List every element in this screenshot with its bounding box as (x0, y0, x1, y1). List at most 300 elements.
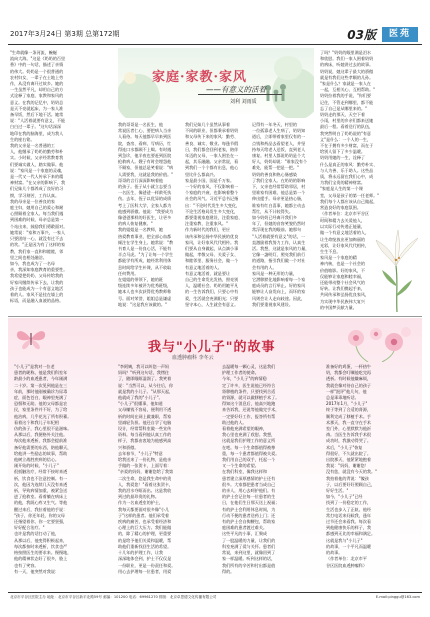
text-line: 室门外，心里默默为他祈 (326, 426, 372, 432)
text-line: 持每天给老人送饭，直到老人 (252, 146, 306, 152)
text-line: 做起，孝敬父母、关爱子女、 (185, 252, 239, 258)
text-line: 标语，而是融入血液的品格。 (10, 298, 64, 304)
pink-flowers-image (342, 324, 414, 362)
text-line: 时间和精力去关爱他人， (320, 218, 366, 223)
text-line: 帮忙，从不计较得失。 (252, 208, 293, 214)
text-line: 很多。大家都把患者当成自己 (222, 481, 276, 487)
text-line: 这些平凡的小事，汇聚成 (222, 531, 268, 537)
text-line: 风则会让人走向歧途。因此， (252, 295, 306, 301)
text-line: 说："家风是一个家庭的灵魂， (10, 167, 66, 173)
text-line: 如今，"小儿子"已经 (326, 494, 363, 500)
text-line: 说："人活着就要有意义，不能 (10, 118, 66, 124)
text-line: 常打电话来问候我，逢年 (326, 512, 372, 518)
text-line: 析，饮食也不注意控制。有一 (14, 475, 68, 481)
text-line: 兴和骄傲。 (118, 444, 139, 450)
text-line: 护理工作者的使命。 (222, 370, 259, 376)
text-line: 一定要好好工作，报答所有帮 (222, 413, 276, 419)
text-line: 们兄妹几个都养成了良好的习 (10, 186, 64, 192)
text-line: 的故事。 (326, 550, 343, 556)
text-line: 不论生活格局发生多大变化， (185, 208, 239, 214)
page-header (8, 26, 422, 45)
text-line: 白白过一辈子。"这句话深深 (10, 124, 62, 130)
text-line: 民，家里条件并不好，为了给 (14, 407, 68, 413)
text-line: 终于等到了合适的肾源， (326, 407, 372, 413)
text-line: 忘了自己是从哪里来的。" (320, 105, 367, 111)
text-line: 庭主妇，她用自己的爱心和耐 (10, 205, 64, 211)
issue-date-line: 2017年3月24日 第3期 总第172期 (10, 30, 120, 38)
text-line: 术后，"小儿子"恢复 (326, 444, 363, 450)
text-line: 最后一程。看着送行的队伍， (320, 124, 374, 130)
text-line: 价值缩影。好的家风，不 (320, 267, 366, 273)
text-line: 也许是我的话打动了他， (14, 531, 60, 537)
top-article-author: 刘利 刘雨质 (230, 99, 257, 105)
text-line: 倾注在学生身上。她常说："教 (118, 239, 174, 245)
text-line: 社会的风气。习近平总书记指 (185, 196, 239, 202)
text-line: 的故事，一个平凡而温暖 (326, 543, 372, 549)
text-line: 的伟大。奶奶是一个很普通的 (10, 68, 64, 74)
text-line: 家是最小国，国是千万家。 (185, 177, 235, 183)
text-line: 仅能够让家庭和睦幸福， (320, 273, 366, 279)
text-line: 到我们一个个都有出息，他心 (185, 165, 239, 171)
text-line: 注重家教、注重家风。" (185, 221, 228, 227)
text-line: 成功时，我激动得哭了。 (326, 438, 372, 444)
text-line: 他树立战胜疾病的信心。 (14, 457, 60, 463)
text-line: 看着这个和我儿子年纪相 (14, 419, 60, 425)
bottom-article-title: 我与"小儿子"的故事 (148, 340, 276, 355)
text-line: 庭成员的言行举止。好的家风 (252, 283, 306, 289)
text-line: 日，在他们生日那天送上祝福； (222, 500, 280, 506)
top-article-col-mid-3 (252, 122, 313, 312)
text-line: 我的泪水夺眶而出。这是我收 (118, 488, 172, 494)
text-line: 去年春节，"小儿子"特意 (118, 450, 163, 456)
text-line: 的亲人，用心去呵护他们。有 (222, 488, 276, 494)
text-line: 的护士会记住每一位患者的生 (222, 494, 276, 500)
text-line: 生生不息。 (320, 249, 341, 255)
text-line: 人，我爱您！"看着这张贺卡， (118, 481, 174, 487)
text-line: 二十岁。第一次见到他是在三 (14, 382, 68, 388)
text-line: 我说："妈妈，谢谢您！ (326, 463, 369, 469)
text-line: 就是有我们这些孝顺的儿孙。 (320, 74, 374, 80)
text-line: 次，他因为连续几天没有来透 (14, 481, 68, 487)
text-line: 为我们宝贵的精神财富。 (320, 180, 366, 186)
text-line: 道后，立即带着家里仅有的一 (252, 134, 306, 140)
text-line: 一样"批评"他几句，他 (326, 388, 367, 394)
page-number: 03版 (347, 28, 376, 42)
text-line: 人，温暖社会。奶奶用她平凡 (185, 283, 239, 289)
text-line: 不同的职业，但都秉承着奶奶 (185, 128, 239, 134)
text-line: 好家风继续传承下去，让我的 (10, 279, 64, 285)
text-line: 常浮现在我的眼前。她那句 (252, 227, 302, 233)
text-line: 好好生活。" (326, 488, 349, 494)
section-badge: 医苑 (382, 27, 418, 42)
text-line: 又一个生命的希望。 (222, 463, 259, 469)
text-line: 我的哥哥是一名医生，他 (118, 122, 164, 127)
text-line: 是天不亮就起床，为一家人准 (10, 105, 64, 111)
text-line: 她本人也多次获得优秀教师称 (118, 289, 172, 295)
text-line: 以实际行动传递正能量， (320, 224, 366, 230)
text-line: 我的父亲是一名普通的工 (10, 143, 56, 149)
text-line: "家是什么？家就是一家人在 (320, 81, 372, 87)
text-line: 从那以后，他变得积极起来， (14, 537, 68, 543)
text-line: 的坎。"正是因为有了这样的家 (10, 242, 66, 248)
text-line: 出院那天，他紧紧地抱着 (326, 457, 372, 463)
text-line: 堂，父母是孩子的第一任老师。" (320, 192, 380, 198)
text-line: 家风是一个家庭的精 (320, 255, 357, 261)
text-line: 透析。有时候他嫌麻烦， (326, 376, 372, 382)
text-line: 在吧。每一个生命都值得被尊 (222, 444, 276, 450)
text-line: 和父母传下来的家风：勤劳、 (185, 134, 239, 140)
text-line: 定了许多，医生说他已经符合 (222, 382, 276, 388)
text-line: 里减轻负担。他还自学了电脑 (118, 419, 172, 425)
text-line: 了，随即眼眶湿润了。我笑着 (118, 376, 172, 382)
text-line: 到他健康快乐的样子，我 (326, 525, 372, 531)
text-line: 和欣慰。我们一家人围着奶奶 (320, 56, 374, 62)
text-line: 年前，那时他刚被确诊为尿毒 (14, 388, 68, 394)
text-line: 手做的一张贺卡，上面写着： (118, 463, 172, 469)
text-line: 有的护士会利用休息时间，为 (222, 506, 276, 512)
text-line: 我心里也充满了欣慰。我想， (222, 432, 276, 438)
text-line: 神财富。"在父亲的影响下，我 (10, 180, 66, 186)
text-line: 子"这样的患者。他们承受着 (118, 512, 170, 518)
text-line: 不在于拥有多少财富，而在于 (320, 143, 374, 149)
text-line: 流向大海。"这是《奶奶的百里 (10, 56, 66, 62)
text-line: 奶奶说，她这辈子最大的骄傲 (320, 68, 374, 74)
footer-info: 北京市平谷区医院主办 地址：北京市平谷区新平北路59号 邮编：101200 电话：69961270 排版：北京卓思德文化传播有限公司 (10, 595, 217, 599)
text-line: 患者建立深厚感情的护士还有 (222, 475, 276, 481)
text-line: 给他讲一些励志的故事，帮助 (14, 450, 68, 456)
text-line: 有的护士会自掏腰包，帮助家 (222, 519, 276, 525)
text-line: 义"是什么：一个人的一生， (320, 136, 372, 142)
top-article-col-right (320, 50, 420, 218)
text-line: 作，从没有离开过故乡。她的 (10, 81, 64, 87)
top-article-col-right-bottom (320, 218, 376, 312)
text-line: 患者的昵称，他是我们科室年 (14, 370, 68, 376)
text-line: 们要从自身做起，从点滴小事 (185, 246, 239, 252)
text-line: 一份职业，更是一份责任和爱。 (118, 562, 176, 568)
text-line: 一名医生，像爸爸一样救死扶 (118, 190, 172, 196)
text-line: 神内核，也是一个社会的 (320, 261, 366, 267)
text-line: "李阿姨，我可以叫您一声妈 (118, 364, 170, 369)
text-line: 式诠释了家庭、家教和家风的 (10, 93, 64, 99)
text-line: 析，导致病情加重，被紧急送 (14, 488, 68, 494)
text-line: 我们要重视家风建设。 (252, 301, 293, 307)
text-line: 惯，学习刻苦，工作认真。 (10, 192, 60, 198)
text-line: 一生虽然平凡，却用自己的方 (10, 87, 64, 93)
text-line: 实。小时候，父亲经常教育我 (10, 155, 64, 161)
text-line: 像爸爸那样的好医生，让更多 (118, 215, 172, 221)
text-line: 祷。当医生告诉我手术很 (326, 432, 372, 438)
text-line: 在姐姐的带领下，她的班 (118, 277, 164, 283)
text-line: 在我们科室，像我这样和 (222, 469, 268, 475)
text-line: 得连口水都顾不上喝。有时遇 (118, 146, 172, 152)
text-line: 我的母亲是一位善良的家 (10, 198, 56, 204)
text-line: 半点马虎。"为了让每一个学生 (118, 252, 174, 258)
text-line: 里比什么都高兴。 (185, 171, 218, 177)
top-article-subtitle: ——有意义的活着 (206, 85, 266, 94)
text-line: 资料。每当看到他认真工作的 (118, 432, 172, 438)
text-line: 了我们全家人。在奶奶的影响 (252, 177, 306, 183)
text-line: 了一股温暖的力量，让我们的 (222, 537, 276, 543)
text-line: 香》中的一句话，描述了亲情 (10, 62, 64, 68)
text-line: 刚开始的时候，"小儿子" (14, 463, 59, 469)
text-line: 共同传承和弘扬优良家风， (320, 292, 370, 298)
text-line: 都感到无比的幸福和满足。 (326, 531, 376, 537)
text-line: 书育人是一份良心活，不能有 (118, 246, 172, 252)
text-line: 我突然明白了奶奶说的"有意 (320, 130, 372, 136)
text-line: 不顾家，但他总是笑着说："病 (118, 165, 174, 171)
text-line: 心理上的巨大压力。我们能做 (118, 525, 172, 531)
top-article-col-left (10, 50, 114, 312)
text-line: 的，除了精心的护理，更重要 (118, 531, 172, 537)
text-line: 人看待。每天他都早早来到医 (118, 134, 172, 140)
text-line: 设计，经常帮科室做一些宣传 (118, 426, 172, 432)
text-line: 醒过来后，我拉着他的手说： (14, 506, 68, 512)
text-line: 一位孤寡老人生病了，奶奶知 (252, 128, 306, 134)
text-line: 助他们重新找回生活的希望。 (118, 543, 172, 549)
text-line: 年了，但她的音容笑貌仍然时 (252, 221, 306, 227)
text-line: 过节还会来看我。每次看 (326, 519, 372, 525)
text-line: 症，面色苍白，眼神里充满了 (14, 395, 68, 401)
text-line: "小儿子"很懂事，他知道 (118, 401, 163, 407)
text-line: 作为新时代的我们，更应 (185, 227, 231, 233)
text-line: 我们每个人都应该从自己做起， (320, 198, 378, 204)
lily-flower-image (372, 226, 422, 312)
text-line: 这就是我们护理工作的意义所 (222, 438, 276, 444)
text-line: 龄最小的血透患者，今年刚满 (14, 376, 68, 382)
text-line: "孩子，你还年轻，你的父母 (14, 512, 66, 518)
text-line: 日，我们都会回到老家，陪伴 (185, 146, 239, 152)
text-line: 到困难的时候，母亲总是第一 (10, 217, 64, 223)
text-line: 活。我想，这就是家风的力量， (252, 246, 310, 252)
text-line: 深深地体会到，护士不仅仅是 (118, 556, 172, 562)
text-line: 人，他继承了奶奶的勤劳和朴 (10, 149, 64, 155)
text-line: 记住，不管走到哪里，都不能 (320, 99, 374, 105)
text-line: 还能带动整个社会风气的 (320, 280, 366, 286)
text-line: 生的座右铭。 (10, 136, 35, 142)
text-line: 奶奶用她的一生，诠释了 (320, 155, 366, 161)
text-line: 下，父亲也经常帮助邻居，村 (252, 184, 306, 190)
text-line: 都要重视家庭建设，注重家庭、 (185, 215, 243, 221)
butterfly-icon (14, 327, 48, 351)
text-line: 自己的生命发光发热，照亮别 (185, 277, 239, 283)
text-line: （作者单位：北京市平 (326, 556, 367, 562)
text-line: 好转。让我们携起手来， (320, 286, 366, 292)
text-line: 们要诚实做人，踏实做事。他 (10, 161, 64, 167)
text-line: 用心去护理每一位患者，用爱 (118, 568, 172, 574)
text-line: 妈吗？"听到这句话，我愣住 (118, 370, 170, 376)
top-article-banner (118, 48, 314, 118)
text-line: 了吗？"奶奶的眼里满是泪水 (320, 50, 372, 55)
text-line: 他就成了我的"小儿子"。 (118, 395, 163, 401)
text-line: 营造良好的家庭氛围。 (320, 205, 361, 211)
text-line: 号。面对荣誉，姐姐总是谦虚 (118, 295, 172, 301)
text-line: 他感到骄傲。他说："我要成为 (118, 208, 174, 214)
text-line: 备早饭，然后下地干活。她常 (10, 112, 64, 118)
text-line: 每次他来透析，我都会提前准 (14, 438, 68, 444)
text-line: 农村妇女，一辈子在土地上劳 (10, 74, 64, 80)
text-line: 抢救病人。嫂子有时会埋怨他 (118, 159, 172, 165)
text-line: 奶奶拉着我的手说，"你们要 (320, 93, 372, 99)
text-line: 格按照医生的要求来。慢慢地， (14, 550, 72, 556)
text-line: 人需要我，这就是我的价值。" (118, 171, 174, 177)
text-line: 的中国梦贡献力量。 (320, 304, 357, 310)
text-line: 总是乖乖地听话。 (326, 395, 359, 401)
text-line: 2017年1月，"小儿子" (326, 401, 368, 407)
bottom-article-col-2 (118, 364, 218, 584)
footer-email: E-mail:pinggu@163.com (375, 595, 420, 599)
text-line: 年迈的父母，一家人围坐在一 (185, 153, 239, 159)
article-divider (8, 316, 422, 317)
text-line: 意义。在我的记忆中，奶奶总 (10, 99, 64, 105)
text-line: 重，每一个患者都值得被关爱。 (222, 450, 280, 456)
text-line: 我的姐姐是一名教师，她 (118, 227, 164, 233)
text-line: 一个好的家风，不仅影响着一 (185, 184, 239, 190)
top-article-title: 家庭·家教·家风 (152, 70, 248, 85)
text-line: 着的人。家风不是挂在墙上的 (10, 291, 64, 297)
text-line: 考上了医科大学，全家人都为 (118, 202, 172, 208)
top-article-col-mid (118, 122, 314, 312)
text-line: 家风是一种无形的力量， (252, 270, 298, 276)
text-line: 一起，互相关心、互相帮助。" (320, 87, 376, 93)
text-line: 作为一名血透室的护士， (118, 500, 164, 506)
text-line: 恐惧和无助。他的父母都是农 (14, 401, 68, 407)
text-line: 说："当然可以，从今往后，你 (118, 382, 174, 388)
text-line: 庭困难的患者渡过难关。 (222, 525, 268, 531)
text-line: "家庭是人生的第一个课 (320, 186, 363, 192)
text-line: 来告诉我，还说等他做完手术， (222, 407, 280, 413)
text-line: （作者单位：北京市平谷区 (320, 211, 370, 217)
top-article-col-mid-2 (185, 122, 246, 312)
text-line: 也有了笑容。 (14, 562, 39, 568)
text-line: 我每天都要面对很多像"小儿 (118, 506, 170, 512)
text-line: 的一生告诉我们，只要心中有 (185, 289, 239, 295)
text-line: 顺利完成了移植手术。手 (326, 413, 372, 419)
text-line: 里之间也相处融洽。 (10, 254, 47, 260)
text-line: 我就会像对待自己的孩子 (326, 382, 372, 388)
text-line: "小儿子"是我对一位老 (14, 364, 55, 369)
text-line: 哥哥的言行深深影响着他 (118, 177, 164, 183)
text-line: 级连续多年被评为优秀班级， (118, 283, 172, 289)
bottom-article-author: 血透肿瘤科 李冬云 (172, 355, 214, 361)
text-line: 如今，我也成为了一名母 (10, 260, 56, 266)
text-line: 家风，让好家风代代相传。我 (185, 239, 239, 245)
text-line: 样子，我都由衷地为他感到高 (118, 438, 172, 444)
text-line: 助过他的人。 (222, 419, 247, 425)
text-line: 做一个有意义地活着的人， (320, 230, 370, 236)
text-line: 爱，生活就会充满阳光；只要 (185, 295, 239, 301)
text-line: 个站出来，鼓励我们勇敢面对。 (10, 223, 68, 229)
text-line: 直激励着我努力工作，认真生 (252, 239, 306, 245)
text-line: 每次都按时来透析，饮食也严 (14, 543, 68, 549)
text-line: 有一天，他突然对我说： (14, 568, 60, 574)
text-line: 热爱教育事业，把全部心血都 (118, 233, 172, 239)
text-line: 得的。 (222, 568, 235, 574)
text-line: 进了抢救室。看着躺在病床上 (14, 494, 68, 500)
text-line: 的道路，指引我们做一个对社 (252, 258, 306, 264)
bottom-article-col-1 (14, 364, 114, 584)
text-line: 质，将永远留在我们心中，成 (320, 174, 374, 180)
text-line: 里谁家有困难，他总是第一个 (252, 190, 306, 196)
text-line: 析的时间在网上做兼职，帮家 (118, 413, 172, 419)
text-line: 与人为善、乐于助人。这些品 (320, 167, 374, 173)
text-line: 的他，我既心疼又生气。等他 (14, 500, 68, 506)
text-line: 我们所有的辛苦和付出都是值 (222, 562, 276, 568)
text-line: 点钱和药品去看望老人，并坚 (252, 140, 306, 146)
text-line: 伸出援手。母亲更是热心肠， (252, 196, 306, 202)
text-line: 是一代又一代人传承下来的精 (10, 174, 64, 180)
text-line: 谷区医院血透肿瘤科） (326, 562, 367, 568)
text-line: 和睦邻里、服务社会，做一个 (185, 258, 239, 264)
text-line: 地说："这是我应该做的。" (118, 301, 167, 307)
text-line: 息时间给学生补课，从不收取 (118, 264, 172, 270)
text-line: 我拍着他的背说："傻孩 (326, 475, 369, 481)
text-line: 他的精神状态好了很多，脸上 (14, 556, 68, 562)
text-line: 该传承和弘扬中华民族的优良 (185, 233, 239, 239)
text-line: 备好他需要的东西，陪他聊天， (14, 444, 72, 450)
text-line: 到过的最珍贵的礼物。 (118, 494, 159, 500)
text-line: 它潜移默化地影响着每一个家 (252, 277, 306, 283)
text-line: 难处，能帮一把是一把。" (252, 165, 299, 171)
text-line: 肾移植的条件，只要找到合适 (222, 388, 276, 394)
text-line: 好好配合治疗。" (14, 525, 45, 531)
text-line: 我希望把奶奶、父母传给我的 (10, 273, 64, 279)
text-line: 十几年的护理工作，让我 (118, 550, 164, 556)
text-line: 去温暖每一颗心灵，这是我们 (222, 364, 276, 369)
text-line: 我们用自己的双手，托起一个 (222, 457, 276, 463)
text-line: 这就是我与"小儿子" (326, 537, 363, 543)
text-line: 心照顾着全家人。每当我们遇 (10, 211, 64, 217)
text-line: 奶，我都会叮嘱他吃完再 (326, 370, 372, 376)
text-line: 出："不论时代发生多大变化， (185, 202, 241, 208)
text-line: 有意义地活着，就是要让 (185, 270, 231, 276)
text-line: "人活着就要有意义"的话，一 (252, 233, 305, 239)
text-line: 为实现中华民族伟大复兴 (320, 298, 366, 304)
text-line: 的孩子。侄子从小就立志要当 (118, 184, 172, 190)
text-line: 伤。去年，侄子以优异的成绩 (118, 196, 172, 202)
title-underline (198, 94, 282, 95)
text-line: 会有用的人。 (252, 264, 277, 270)
text-line: "亲爱的妈妈，谢谢您给了我第 (118, 469, 174, 475)
text-line: 什么是真正的家风：勤劳朴实、 (320, 161, 378, 167)
text-line: 给我送来了一份礼物，是他亲 (118, 457, 172, 463)
text-line: 就是我的小儿子。"从那天起， (118, 388, 174, 394)
bottom-article-col-3 (222, 364, 322, 584)
text-line: 起，其乐融融。父亲常说，看 (185, 159, 239, 165)
text-line: 能够让人奋发向上，而坏的家 (252, 289, 306, 295)
text-line: "生命就像一条河流，蜿蜒 (10, 50, 57, 55)
text-line: 他治病，几乎花光了所有积蓄。 (14, 413, 72, 419)
text-line: 看着他充满希望的眼神， (222, 426, 268, 432)
text-line: 奶奶走的那天，天空下着 (320, 112, 366, 118)
text-line: 个家庭的兴衰，也影响着整个 (185, 190, 239, 196)
text-line: 很抵触治疗，经常不按时来透 (14, 469, 68, 475)
text-line: 善良、诚实、敬业。每逢节假 (185, 140, 239, 146)
text-line: 小雨，村里的乡亲们都来送她 (320, 118, 374, 124)
text-line: 准备好的鸡蛋，一杯热牛 (326, 364, 372, 369)
text-line: 科室充满了爱与关怀。患者们 (222, 543, 276, 549)
text-line: 给别人留下了多少温暖。 (320, 149, 366, 155)
text-line: 康复。村里人都说奶奶是个大 (252, 153, 306, 159)
text-line: 好人，奶奶却说："谁家没有个 (252, 159, 308, 165)
text-line: 今年，"小儿子"的病情稳 (222, 376, 267, 382)
text-line: 常说，来到这里，就像回到了 (222, 550, 276, 556)
text-line: 奶奶的善良和热心肠感染 (252, 171, 298, 177)
text-line: 孩子也能成为一个有意义地活 (10, 285, 64, 291)
text-line: 亲，我深知家庭教育的重要性。 (10, 267, 68, 273)
text-line: 任何费用。 (118, 270, 139, 276)
text-line: 得很好，不久就出院了。 (326, 450, 372, 456)
text-line: 我们兄妹几个虽然从事着 (185, 122, 231, 127)
